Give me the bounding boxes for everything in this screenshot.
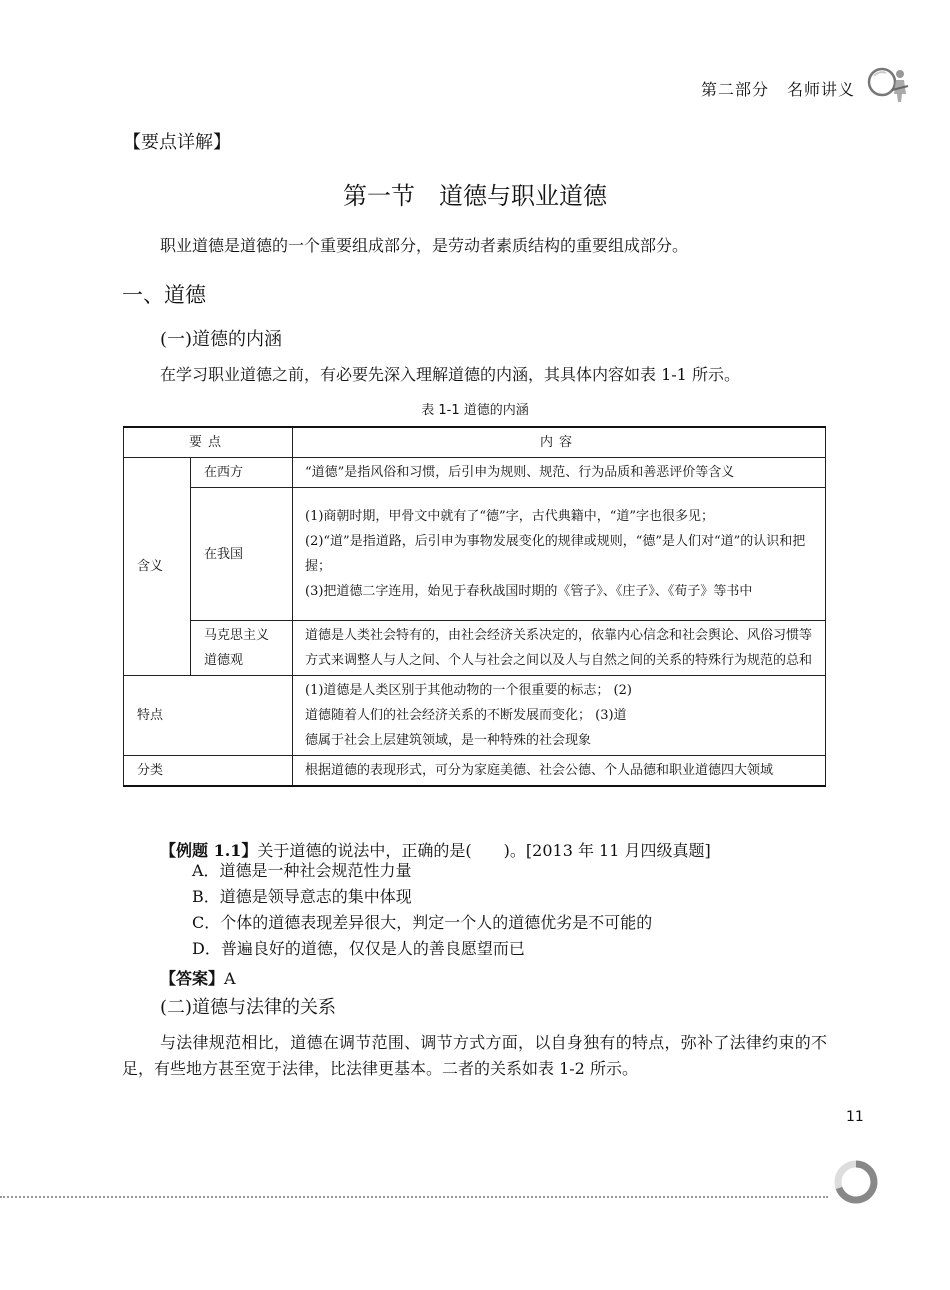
sub-marxism [191,621,293,676]
page-number: 11 [846,1109,864,1125]
header-title: 名师讲义 [786,80,855,99]
intro-paragraph: 职业道德是道德的一个重要组成部分，是劳动者素质结构的重要组成部分。 [160,236,689,255]
china-point-2: (2)“道”是指道路，后引申为事物发展变化的规律或规则，“德”是人们对“道”的认识和把握； [305,534,806,574]
answer-value: A [224,969,236,988]
topic-meaning: 含义 [124,458,191,676]
marx-line-2: 道德观 [204,653,244,668]
features-line-2: 道德随着人们的社会经济关系的不断发展而变化； (3)道 [305,708,627,723]
content-west: “道德”是指风俗和习惯，后引申为规则、规范、行为品质和善恶评价等含义 [293,458,826,488]
heading-connotation: (一)道德的内涵 [160,329,283,350]
option-c: C．个体的道德表现差异很大，判定一个人的道德优劣是不可能的 [192,913,653,932]
section-label: 【要点详解】 [123,132,231,153]
topic-category: 分类 [124,756,293,787]
magnifier-person-icon [862,64,912,104]
chapter-title: 第一节 道德与职业道德 [343,182,607,210]
table-row [124,756,826,787]
example-question-text: 关于道德的说法中，正确的是( )。[2013 年 11 月四级真题] [257,841,711,860]
footer-ring-icon [832,1158,880,1206]
answer-label: 【答案】 [160,969,225,988]
china-point-3: (3)把道德二字连用，始见于春秋战国时期的《管子》、《庄子》、《荀子》等书中 [305,584,753,599]
option-d: D．普遍良好的道德，仅仅是人的善良愿望而已 [192,939,525,958]
table-caption: 表 1-1 道德的内涵 [421,403,529,418]
option-b: B．道德是领导意志的集中体现 [192,887,412,906]
heading-law-relation: (二)道德与法律的关系 [160,997,337,1018]
law-paragraph: 与法律规范相比，道德在调节范围、调节方式方面，以自身独有的特点，弥补了法律约束的不足，有些地方甚至宽于法律，比法律更基本。二者的关系如表 1-2 所示。 [122,1033,827,1078]
example-label: 【例题 1.1】 [160,841,258,860]
table-header-row [124,427,826,458]
features-line-3: 德属于社会上层建筑领域，是一种特殊的社会现象 [305,733,592,748]
content-china [293,488,826,621]
table-row [124,676,826,756]
table-row [124,458,826,488]
content-features [293,676,826,756]
sub-west: 在西方 [191,458,293,488]
marx-line-1: 马克思主义 [204,628,270,643]
header-part: 第二部分 [700,80,769,99]
header-key-points: 要点 [124,427,293,458]
intro-table-paragraph: 在学习职业道德之前，有必要先深入理解道德的内涵，其具体内容如表 1-1 所示。 [160,365,740,384]
features-line-1: (1)道德是人类区别于其他动物的一个很重要的标志； (2) [305,683,632,698]
sub-china: 在我国 [191,488,293,621]
table-row [124,621,826,676]
footer-dotted-rule [0,1196,828,1198]
running-header [701,77,855,100]
header-content: 内容 [293,427,826,458]
heading-morality: 一、道德 [122,283,206,307]
content-marxism: 道德是人类社会特有的，由社会经济关系决定的，依靠内心信念和社会舆论、风俗习惯等方式来调整人与人之间、个人与社会之间以及人与自然之间的关系的特殊行为规范的总和 [293,621,826,676]
content-category: 根据道德的表现形式，可分为家庭美德、社会公德、个人品德和职业道德四大领域 [293,756,826,787]
morality-table [123,426,826,787]
option-a: A．道德是一种社会规范性力量 [192,861,412,880]
answer [160,966,236,989]
china-point-1: (1)商朝时期，甲骨文中就有了“德”字，古代典籍中，“道”字也很多见； [305,509,714,524]
topic-features: 特点 [124,676,293,756]
table-row [124,488,826,621]
